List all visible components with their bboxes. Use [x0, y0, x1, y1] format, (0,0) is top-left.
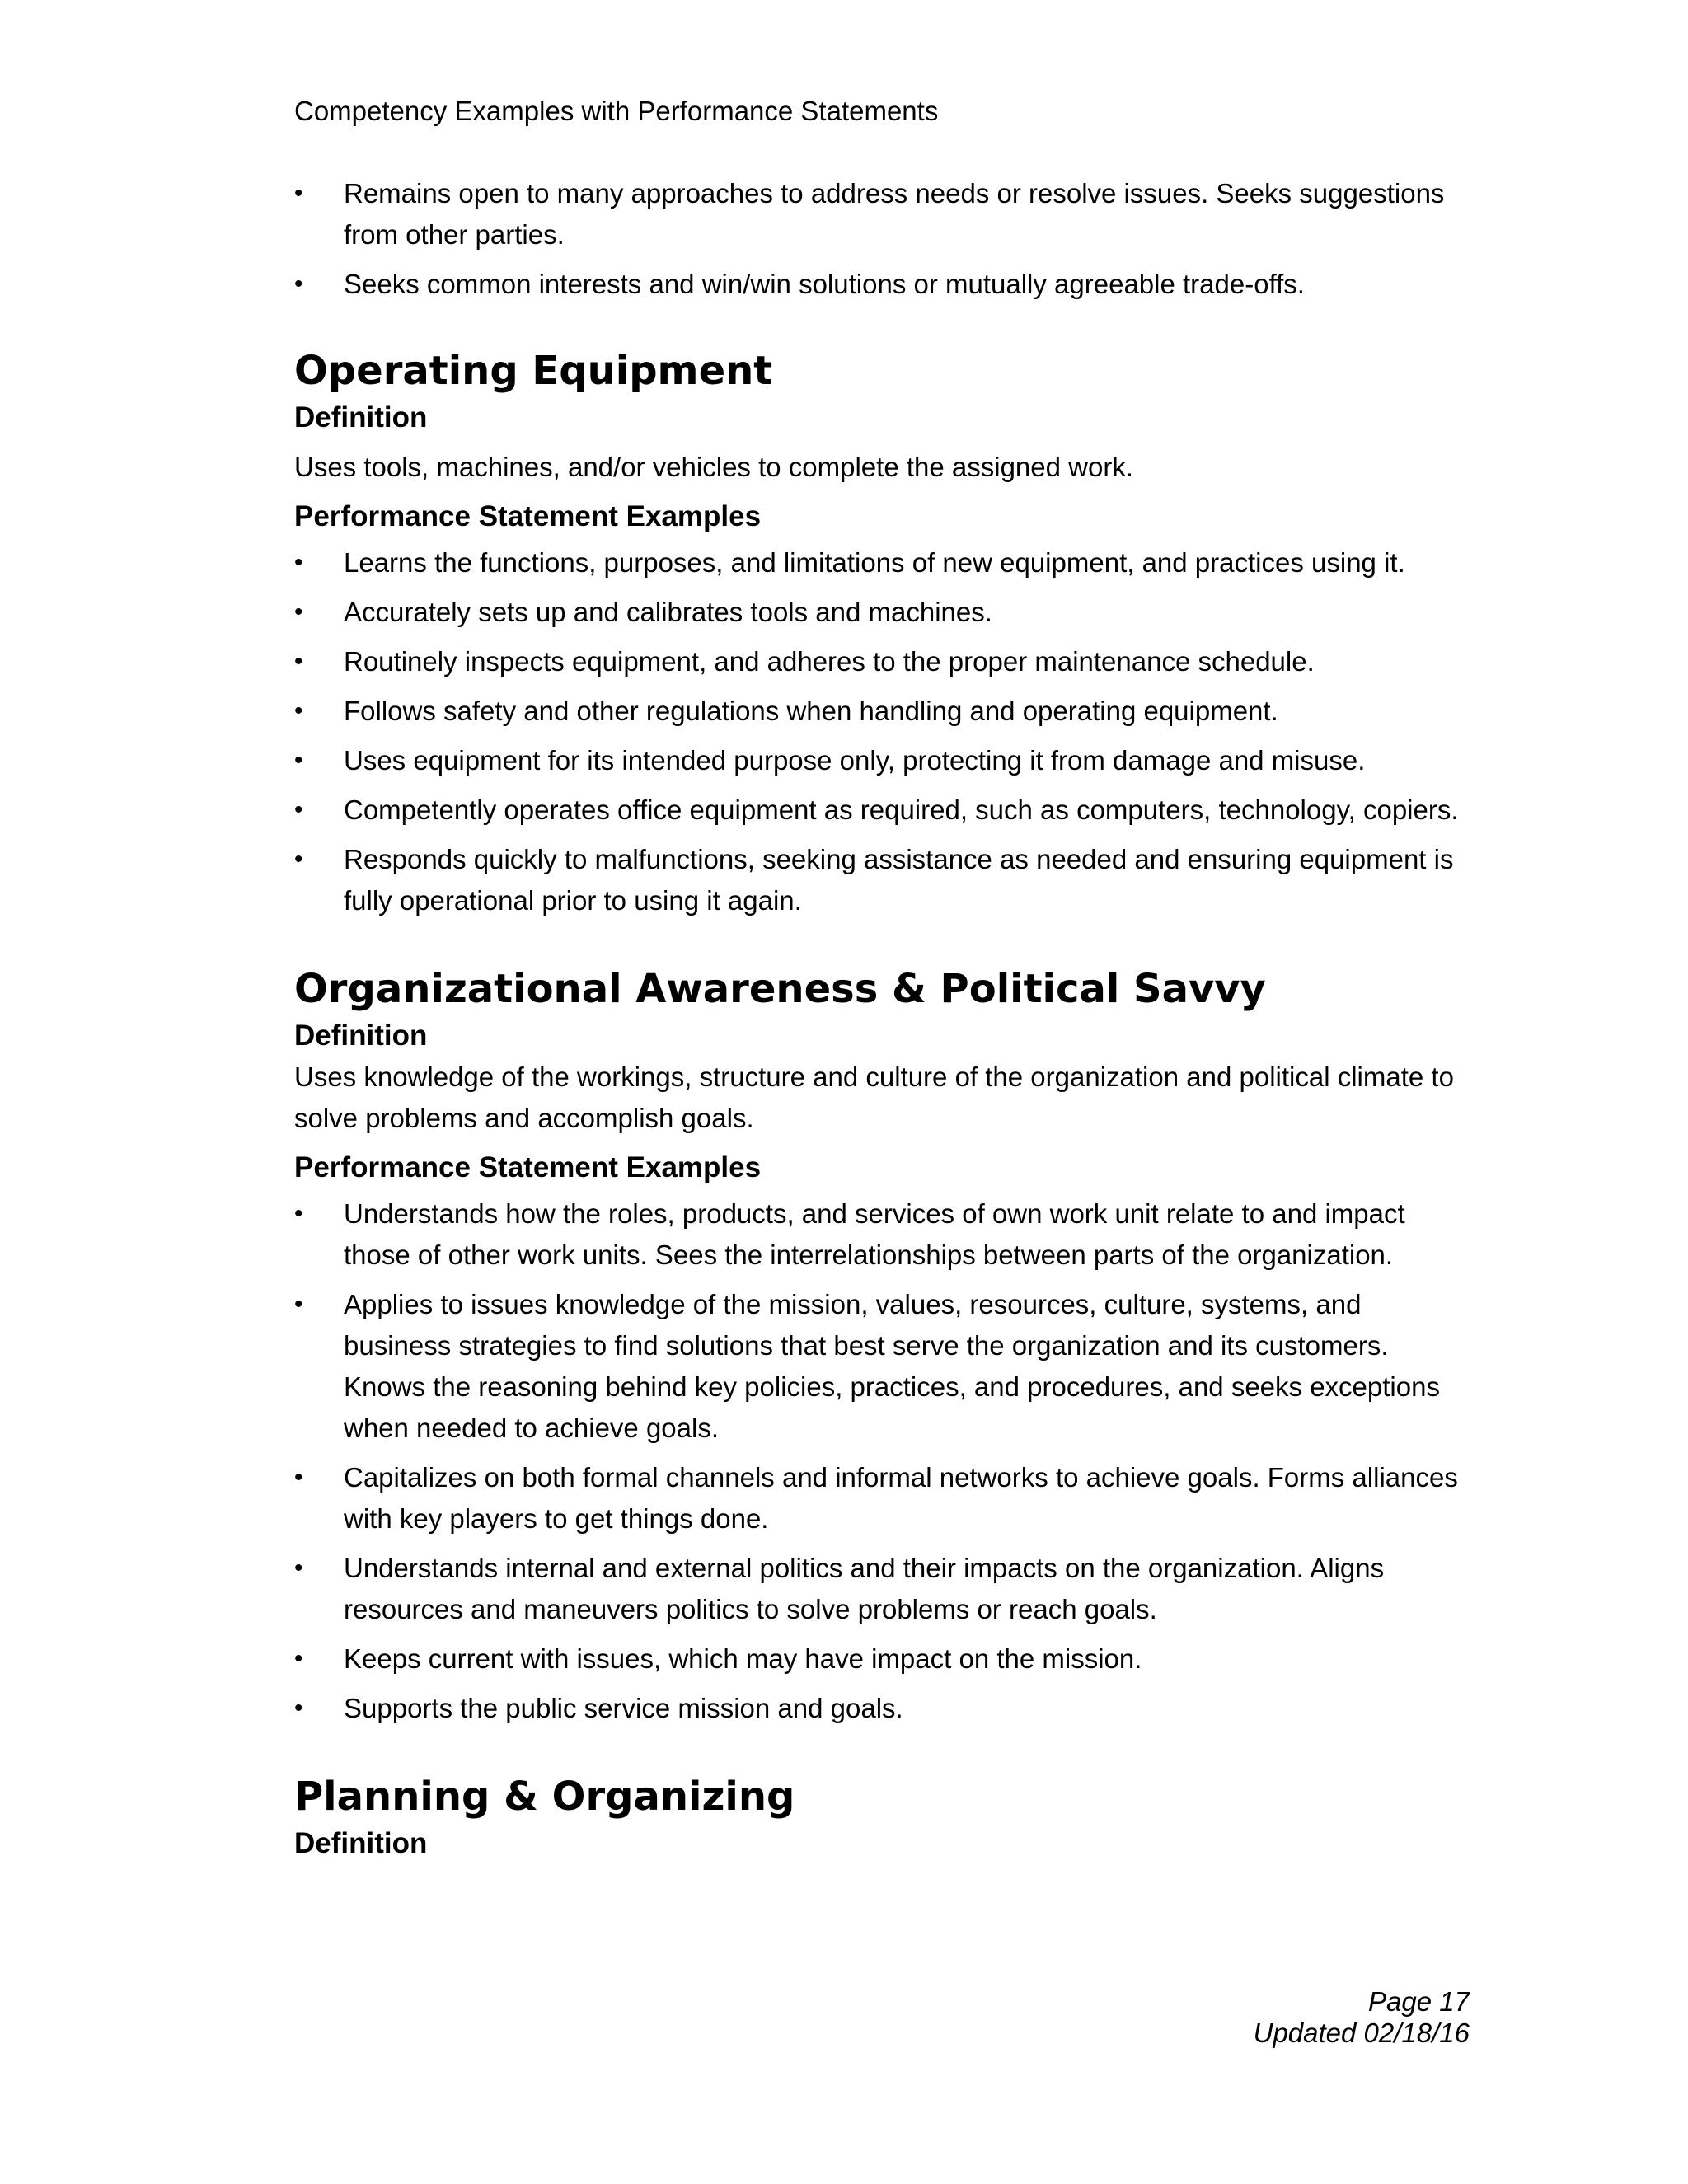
list-item — [294, 173, 1465, 255]
list-item-text: Remains open to many approaches to address needs or resolve issues. Seeks suggestions from other parties. — [344, 178, 1445, 250]
bullet-icon: • — [294, 270, 303, 298]
list-item-text: Understands how the roles, products, and services of own work unit relate to and impact those of other work units. Sees the interrelationships between parts of the organization. — [344, 1198, 1405, 1270]
list-item — [294, 691, 1465, 732]
list-item-text: Routinely inspects equipment, and adheres to the proper maintenance schedule. — [344, 646, 1315, 677]
list-item — [294, 1688, 1465, 1729]
section-title: Organizational Awareness & Political Savvy — [294, 966, 1266, 1012]
bullet-icon: • — [294, 1554, 303, 1582]
bullet-icon: • — [294, 697, 303, 724]
examples-list — [294, 1193, 1465, 1729]
list-item-text: Applies to issues knowledge of the mission, values, resources, culture, systems, and business strategies to find solutions that best serve the organization and its customers. Knows the reasoning behind key policies, practices, and procedures, and seeks exceptions when needed to achieve goals. — [344, 1289, 1440, 1443]
definition-heading: Definition — [294, 401, 428, 434]
examples-heading: Performance Statement Examples — [294, 1151, 762, 1183]
list-item — [294, 839, 1465, 921]
bullet-icon: • — [294, 1200, 303, 1227]
list-item-text: Keeps current with issues, which may have impact on the mission. — [344, 1643, 1142, 1674]
list-item — [294, 592, 1465, 633]
list-item-text: Uses equipment for its intended purpose only, protecting it from damage and misuse. — [344, 745, 1366, 776]
updated-date: Updated 02/18/16 — [1253, 2018, 1470, 2048]
bullet-icon: • — [294, 796, 303, 823]
bullet-icon: • — [294, 1291, 303, 1318]
list-item-text: Seeks common interests and win/win solutions or mutually agreeable trade-offs. — [344, 269, 1305, 299]
bullet-icon: • — [294, 648, 303, 675]
section-planning-organizing — [294, 1772, 1465, 1864]
list-item — [294, 1457, 1465, 1540]
list-item-text: Accurately sets up and calibrates tools and machines. — [344, 597, 992, 627]
bullet-icon: • — [294, 549, 303, 576]
section-operating-equipment — [294, 346, 1465, 921]
list-item-text: Supports the public service mission and goals. — [344, 1693, 903, 1723]
list-item — [294, 1548, 1465, 1630]
list-item — [294, 542, 1465, 583]
intro-bullet-list — [294, 173, 1465, 305]
bullet-icon: • — [294, 846, 303, 873]
definition-text: Uses tools, machines, and/or vehicles to complete the assigned work. — [294, 452, 1134, 482]
list-item — [294, 790, 1465, 831]
list-item — [294, 1284, 1465, 1449]
definition-heading: Definition — [294, 1019, 428, 1052]
list-item-text: Responds quickly to malfunctions, seeking assistance as needed and ensuring equipment is fully operational prior to using it again. — [344, 844, 1454, 916]
running-header: Competency Examples with Performance Statements — [294, 96, 939, 126]
bullet-icon: • — [294, 1694, 303, 1722]
bullet-icon: • — [294, 1464, 303, 1491]
list-item — [294, 1638, 1465, 1680]
list-item-text: Competently operates office equipment as required, such as computers, technology, copiers. — [344, 794, 1459, 825]
examples-heading: Performance Statement Examples — [294, 500, 762, 532]
section-title: Planning & Organizing — [294, 1774, 795, 1820]
bullet-icon: • — [294, 747, 303, 774]
list-item — [294, 1193, 1465, 1276]
list-item-text: Capitalizes on both formal channels and informal networks to achieve goals. Forms alliances with key players to get things done. — [344, 1462, 1458, 1534]
list-item-text: Learns the functions, purposes, and limitations of new equipment, and practices using it. — [344, 547, 1405, 578]
section-title: Operating Equipment — [294, 348, 773, 394]
page-number: Page 17 — [1368, 1986, 1470, 2017]
bullet-icon: • — [294, 1645, 303, 1672]
definition-text: Uses knowledge of the workings, structure and culture of the organization and political climate to solve problems and accomplish goals. — [294, 1062, 1454, 1133]
examples-list — [294, 542, 1465, 921]
list-item — [294, 740, 1465, 781]
definition-heading: Definition — [294, 1827, 428, 1859]
list-item — [294, 264, 1465, 305]
document-page — [294, 91, 1465, 1864]
list-item-text: Follows safety and other regulations when handling and operating equipment. — [344, 696, 1278, 726]
bullet-icon: • — [294, 180, 303, 207]
page-footer — [1254, 1986, 1470, 2049]
section-organizational-awareness — [294, 964, 1465, 1729]
list-item — [294, 641, 1465, 682]
bullet-icon: • — [294, 598, 303, 626]
list-item-text: Understands internal and external politics and their impacts on the organization. Aligns resources and maneuvers politics to solve problems or reach goals. — [344, 1553, 1385, 1624]
